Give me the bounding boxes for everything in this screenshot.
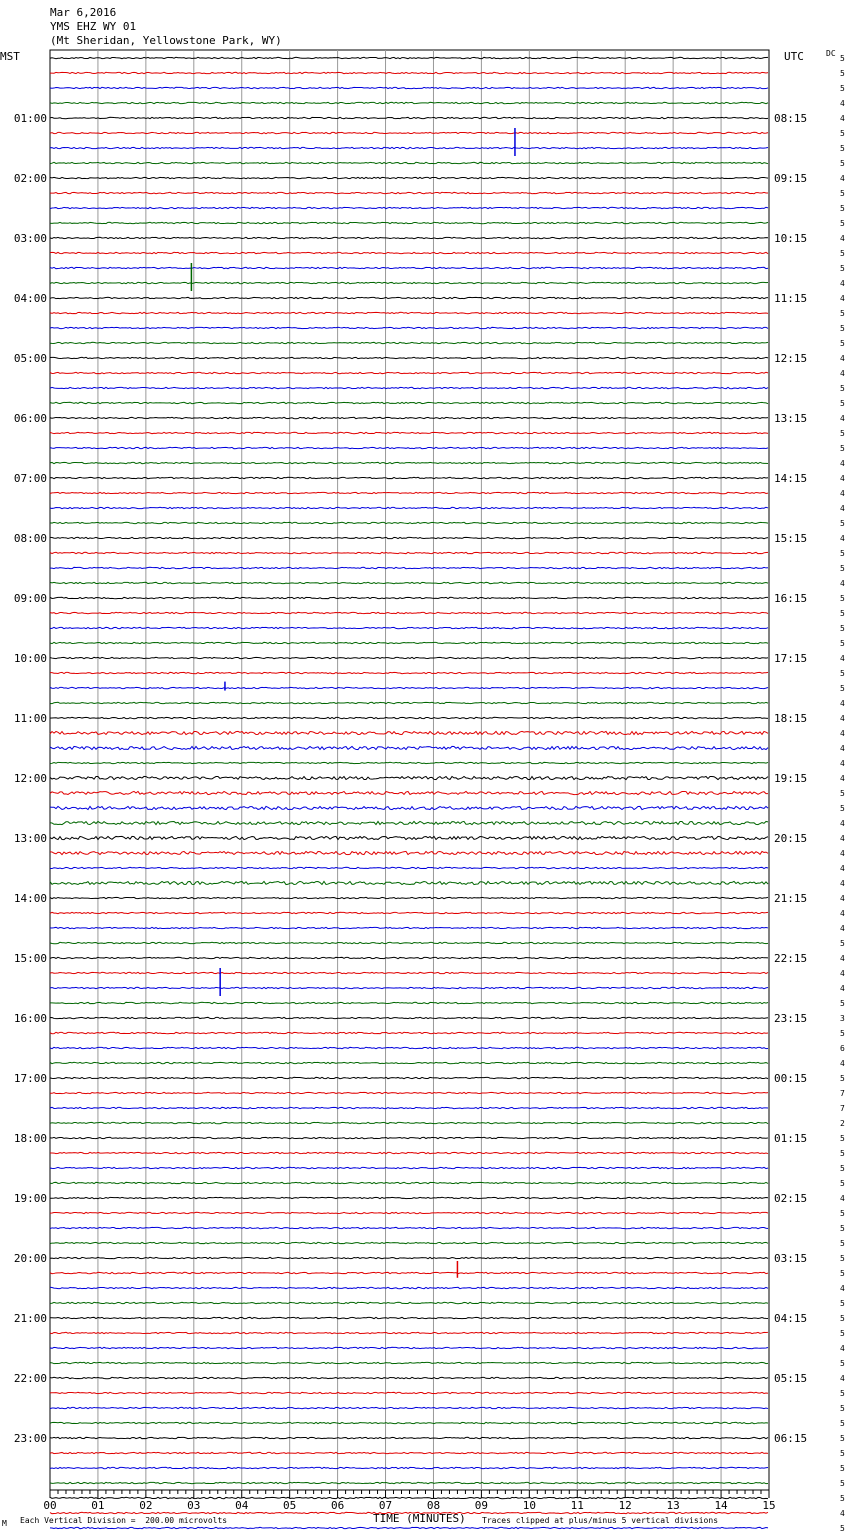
dc-value: 4	[840, 849, 845, 858]
dc-value: 5	[840, 1524, 845, 1533]
utc-hour-label: 23:15	[774, 1012, 808, 1025]
seismic-trace	[50, 537, 768, 538]
dc-value: 5	[840, 144, 845, 153]
mst-hour-label: 05:00	[13, 352, 47, 365]
header-location: (Mt Sheridan, Yellowstone Park, WY)	[50, 34, 282, 47]
corner-mark: M	[2, 1519, 7, 1528]
dc-value: 4	[840, 714, 845, 723]
seismic-trace	[50, 1002, 768, 1003]
dc-value: 5	[840, 1449, 845, 1458]
seismic-trace	[50, 207, 768, 208]
seismic-trace	[50, 1332, 768, 1333]
utc-hour-label: 14:15	[774, 472, 808, 485]
dc-value: 5	[840, 519, 845, 528]
x-tick-label: 00	[43, 1499, 57, 1512]
seismic-trace	[50, 987, 768, 988]
mst-hour-label: 02:00	[13, 172, 47, 185]
seismic-trace	[50, 657, 768, 658]
mst-hour-label: 14:00	[13, 892, 47, 905]
dc-value: 5	[840, 1389, 845, 1398]
dc-value: 4	[840, 489, 845, 498]
dc-value: 4	[840, 459, 845, 468]
mst-hour-label: 21:00	[13, 1312, 47, 1325]
mst-hour-label: 06:00	[13, 412, 47, 425]
x-tick-label: 01	[91, 1499, 105, 1512]
dc-value: 3	[840, 1014, 845, 1023]
dc-value: 4	[840, 1284, 845, 1293]
seismic-trace	[50, 372, 768, 373]
utc-hour-label: 01:15	[774, 1132, 808, 1145]
dc-value: 5	[840, 1314, 845, 1323]
dc-value: 5	[840, 609, 845, 618]
utc-hour-label: 00:15	[774, 1072, 808, 1085]
dc-value: 4	[840, 1344, 845, 1353]
seismic-trace	[50, 1272, 768, 1273]
mst-hour-label: 11:00	[13, 712, 47, 725]
seismic-trace	[50, 746, 768, 749]
seismic-trace	[50, 1467, 768, 1468]
utc-hour-label: 18:15	[774, 712, 808, 725]
dc-value: 4	[840, 234, 845, 243]
dc-value: 4	[840, 114, 845, 123]
seismic-trace	[50, 672, 768, 673]
utc-hour-label: 21:15	[774, 892, 808, 905]
dc-value: 4	[840, 294, 845, 303]
dc-value: 5	[840, 1029, 845, 1038]
dc-value: 4	[840, 879, 845, 888]
dc-value: 5	[840, 564, 845, 573]
dc-value: 5	[840, 324, 845, 333]
dc-value: 5	[840, 1074, 845, 1083]
dc-value: 5	[840, 69, 845, 78]
dc-value: 5	[840, 444, 845, 453]
dc-value: 4	[840, 1374, 845, 1383]
x-axis-label: TIME (MINUTES)	[373, 1512, 466, 1525]
dc-value: 4	[840, 699, 845, 708]
seismic-trace	[50, 867, 768, 868]
dc-value: 5	[840, 1419, 845, 1428]
mst-hour-label: 18:00	[13, 1132, 47, 1145]
scale-note: Each Vertical Division = 200.00 microvolts	[20, 1516, 228, 1525]
dc-value: 4	[840, 969, 845, 978]
dc-value: 4	[840, 894, 845, 903]
utc-hour-label: 22:15	[774, 952, 808, 965]
mst-hour-label: 04:00	[13, 292, 47, 305]
mst-hour-label: 17:00	[13, 1072, 47, 1085]
seismic-trace	[50, 791, 768, 794]
dc-value: 4	[840, 774, 845, 783]
seismic-trace	[50, 597, 768, 598]
seismic-trace	[50, 1047, 768, 1048]
dc-value: 5	[840, 1434, 845, 1443]
x-tick-label: 10	[522, 1499, 536, 1512]
dc-value: 4	[840, 654, 845, 663]
left-timezone-label: MST	[0, 50, 20, 63]
x-tick-label: 12	[618, 1499, 632, 1512]
seismic-trace	[50, 642, 768, 643]
seismic-trace	[50, 1482, 768, 1483]
seismic-trace	[50, 447, 768, 448]
seismic-trace	[50, 267, 768, 268]
seismic-trace	[50, 1122, 768, 1123]
dc-value: 5	[840, 129, 845, 138]
x-tick-label: 15	[762, 1499, 776, 1512]
dc-value: 5	[840, 219, 845, 228]
dc-value: 4	[840, 924, 845, 933]
dc-value: 4	[840, 579, 845, 588]
seismic-trace	[50, 177, 768, 178]
dc-value: 5	[840, 1464, 845, 1473]
dc-value: 5	[840, 159, 845, 168]
seismic-trace	[50, 297, 768, 298]
dc-value: 5	[840, 1179, 845, 1188]
seismic-trace	[50, 942, 768, 943]
seismic-trace	[50, 282, 768, 283]
dc-value: 5	[840, 1494, 845, 1503]
seismic-trace	[50, 552, 768, 553]
seismic-trace	[50, 327, 768, 328]
utc-hour-label: 15:15	[774, 532, 808, 545]
x-tick-label: 14	[714, 1499, 728, 1512]
utc-hour-label: 06:15	[774, 1432, 808, 1445]
x-tick-label: 08	[426, 1499, 441, 1512]
mst-hour-label: 09:00	[13, 592, 47, 605]
seismic-trace	[50, 417, 768, 418]
dc-value: 5	[840, 339, 845, 348]
dc-value: 4	[840, 354, 845, 363]
dc-value: 5	[840, 1239, 845, 1248]
dc-value: 5	[840, 594, 845, 603]
seismic-trace	[50, 1452, 768, 1453]
dc-value: 5	[840, 1359, 845, 1368]
seismic-trace	[50, 1017, 768, 1018]
x-tick-label: 06	[330, 1499, 345, 1512]
dc-value: 5	[840, 999, 845, 1008]
seismic-trace	[50, 222, 768, 223]
seismic-trace	[50, 477, 768, 478]
mst-hour-label: 07:00	[13, 472, 47, 485]
dc-value: 4	[840, 174, 845, 183]
mst-hour-label: 13:00	[13, 832, 47, 845]
dc-value: 5	[840, 429, 845, 438]
utc-hour-label: 12:15	[774, 352, 808, 365]
dc-value: 5	[840, 264, 845, 273]
utc-hour-label: 17:15	[774, 652, 808, 665]
seismic-trace	[50, 1497, 768, 1498]
dc-value: 7	[840, 1104, 845, 1113]
seismic-trace	[50, 102, 768, 103]
dc-value: 5	[840, 54, 845, 63]
seismic-trace	[50, 776, 768, 779]
seismic-trace	[50, 912, 768, 913]
dc-value: 4	[840, 279, 845, 288]
dc-value: 4	[840, 744, 845, 753]
dc-value: 4	[840, 504, 845, 513]
seismic-trace	[50, 731, 768, 734]
seismic-trace	[50, 1167, 768, 1168]
seismic-trace	[50, 57, 768, 58]
mst-hour-label: 20:00	[13, 1252, 47, 1265]
seismic-trace	[50, 1512, 768, 1513]
dc-value: 5	[840, 1269, 845, 1278]
utc-hour-label: 11:15	[774, 292, 808, 305]
utc-hour-label: 09:15	[774, 172, 808, 185]
dc-value: 5	[840, 1134, 845, 1143]
seismic-trace	[50, 806, 768, 809]
x-tick-label: 04	[235, 1499, 249, 1512]
seismic-trace	[50, 1422, 768, 1423]
seismic-trace	[50, 717, 768, 718]
seismic-trace	[50, 612, 768, 613]
mst-hour-label: 10:00	[13, 652, 47, 665]
seismic-trace	[50, 1197, 768, 1198]
seismic-trace	[50, 357, 768, 358]
seismic-trace	[50, 312, 768, 313]
mst-hour-label: 03:00	[13, 232, 47, 245]
x-tick-label: 03	[187, 1499, 201, 1512]
dc-value: 5	[840, 789, 845, 798]
mst-hour-label: 19:00	[13, 1192, 47, 1205]
x-tick-label: 05	[283, 1499, 297, 1512]
dc-value: 4	[840, 99, 845, 108]
dc-value: 7	[840, 1089, 845, 1098]
dc-value: 5	[840, 1404, 845, 1413]
x-tick-label: 02	[139, 1499, 153, 1512]
seismic-trace	[50, 252, 768, 253]
seismic-trace	[50, 957, 768, 958]
mst-hour-label: 08:00	[13, 532, 47, 545]
x-tick-label: 07	[378, 1499, 393, 1512]
seismic-trace	[50, 72, 768, 73]
seismic-trace	[50, 1092, 768, 1093]
seismic-trace	[50, 881, 768, 884]
utc-hour-label: 08:15	[774, 112, 808, 125]
dc-value: 5	[840, 684, 845, 693]
seismic-trace	[50, 1362, 768, 1363]
seismic-trace	[50, 462, 768, 463]
seismic-trace	[50, 507, 768, 508]
dc-value: 5	[840, 1299, 845, 1308]
seismic-trace	[50, 927, 768, 928]
dc-value: 4	[840, 864, 845, 873]
seismic-trace	[50, 1407, 768, 1408]
seismic-trace	[50, 1392, 768, 1393]
utc-hour-label: 05:15	[774, 1372, 808, 1385]
seismic-trace	[50, 492, 768, 493]
utc-hour-label: 16:15	[774, 592, 808, 605]
seismic-trace	[50, 117, 768, 118]
seismic-trace	[50, 432, 768, 433]
dc-value: 5	[840, 669, 845, 678]
dc-value: 5	[840, 1209, 845, 1218]
dc-value: 5	[840, 309, 845, 318]
dc-value: 4	[840, 909, 845, 918]
dc-value: 4	[840, 369, 845, 378]
mst-hour-label: 12:00	[13, 772, 47, 785]
seismic-trace	[50, 87, 768, 88]
seismic-trace	[50, 567, 768, 568]
dc-value: 4	[840, 414, 845, 423]
mst-hour-label: 23:00	[13, 1432, 47, 1445]
mst-hour-label: 15:00	[13, 952, 47, 965]
dc-value: 4	[840, 954, 845, 963]
seismic-trace	[50, 147, 768, 148]
dc-value: 5	[840, 549, 845, 558]
mst-hour-label: 01:00	[13, 112, 47, 125]
dc-value: 5	[840, 804, 845, 813]
dc-value: 4	[840, 1059, 845, 1068]
seismic-trace	[50, 762, 768, 763]
dc-value: 4	[840, 759, 845, 768]
mst-hour-label: 16:00	[13, 1012, 47, 1025]
dc-value: 5	[840, 1164, 845, 1173]
dc-value: 5	[840, 189, 845, 198]
dc-value: 5	[840, 399, 845, 408]
dc-value: 5	[840, 384, 845, 393]
clip-note: Traces clipped at plus/minus 5 vertical divisions	[482, 1516, 719, 1525]
dc-value: 4	[840, 834, 845, 843]
dc-value: 5	[840, 84, 845, 93]
utc-hour-label: 20:15	[774, 832, 808, 845]
utc-hour-label: 04:15	[774, 1312, 808, 1325]
dc-value: 5	[840, 1329, 845, 1338]
seismic-trace	[50, 162, 768, 163]
header-station: YMS EHZ WY 01	[50, 20, 137, 33]
seismic-trace	[50, 1302, 768, 1303]
seismic-trace	[50, 192, 768, 193]
dc-value: 5	[840, 624, 845, 633]
dc-value: 4	[840, 984, 845, 993]
dc-value: 6	[840, 1044, 845, 1053]
dc-value: 5	[840, 204, 845, 213]
dc-value: 5	[840, 1479, 845, 1488]
x-tick-label: 11	[570, 1499, 584, 1512]
dc-value: 4	[840, 474, 845, 483]
dc-value: 4	[840, 1194, 845, 1203]
seismic-trace	[50, 1107, 768, 1108]
seismic-trace	[50, 1032, 768, 1033]
seismic-trace	[50, 1257, 768, 1258]
dc-value: 4	[840, 1509, 845, 1518]
utc-hour-label: 19:15	[774, 772, 808, 785]
seismic-trace	[50, 1437, 768, 1438]
utc-hour-label: 02:15	[774, 1192, 808, 1205]
dc-value: 4	[840, 729, 845, 738]
x-tick-label: 13	[666, 1499, 680, 1512]
seismic-trace	[50, 1527, 768, 1528]
seismic-trace	[50, 821, 768, 824]
utc-hour-label: 03:15	[774, 1252, 808, 1265]
seismic-trace	[50, 1227, 768, 1228]
utc-hour-label: 13:15	[774, 412, 808, 425]
seismic-trace	[50, 627, 768, 628]
plot-frame	[50, 50, 769, 1490]
seismic-trace	[50, 1182, 768, 1183]
dc-value: 5	[840, 939, 845, 948]
seismic-trace	[50, 1152, 768, 1153]
x-tick-label: 09	[474, 1499, 489, 1512]
dc-value: 2	[840, 1119, 845, 1128]
seismic-trace	[50, 342, 768, 343]
dc-value: 5	[840, 1224, 845, 1233]
dc-value: 4	[840, 819, 845, 828]
seismic-trace	[50, 1137, 768, 1138]
seismic-trace	[50, 132, 768, 133]
dc-value: 5	[840, 1254, 845, 1263]
right-timezone-label: UTC	[784, 50, 804, 63]
seismic-trace	[50, 1317, 768, 1318]
seismic-trace	[50, 972, 768, 973]
seismic-trace	[50, 1287, 768, 1288]
seismic-trace	[50, 897, 768, 898]
seismic-trace	[50, 582, 768, 583]
seismic-trace	[50, 836, 768, 839]
dc-value: 5	[840, 249, 845, 258]
dc-value: 5	[840, 1149, 845, 1158]
seismic-trace	[50, 687, 768, 688]
seismic-trace	[50, 402, 768, 403]
seismic-trace	[50, 522, 768, 523]
seismic-trace	[50, 1212, 768, 1213]
seismic-trace	[50, 1377, 768, 1378]
seismic-trace	[50, 1242, 768, 1243]
dc-value: 4	[840, 534, 845, 543]
seismic-trace	[50, 851, 768, 854]
header-date: Mar 6,2016	[50, 6, 117, 19]
seismic-trace	[50, 1062, 768, 1063]
dc-value: 5	[840, 639, 845, 648]
seismic-trace	[50, 1347, 768, 1348]
seismic-trace	[50, 702, 768, 703]
seismic-trace	[50, 387, 768, 388]
dc-label: DC	[826, 49, 836, 58]
seismic-trace	[50, 1077, 768, 1078]
utc-hour-label: 10:15	[774, 232, 808, 245]
mst-hour-label: 22:00	[13, 1372, 47, 1385]
seismic-trace	[50, 237, 768, 238]
